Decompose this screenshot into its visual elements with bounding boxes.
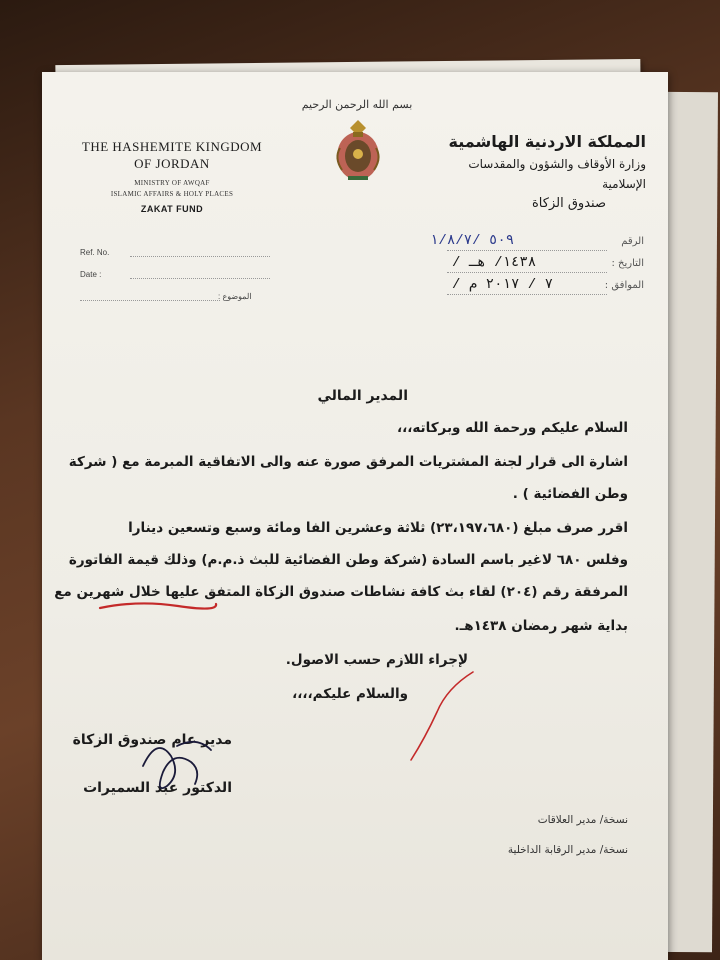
- signatory-name: الدكتور عبد السميرات: [83, 780, 232, 796]
- signatory-title: مدير عام صندوق الزكاة: [72, 732, 232, 748]
- letterhead-ministry-line: MINISTRY OF AWQAF: [134, 179, 210, 187]
- addressee: المدير المالي: [317, 388, 408, 404]
- english-letterhead: [72, 138, 272, 214]
- copy-line-relations: نسخة/ مدير العلاقات: [537, 814, 628, 826]
- date-arabic-label: التاريخ :: [611, 258, 644, 269]
- arabic-kingdom-line: المملكة الاردنية الهاشمية: [448, 132, 646, 151]
- hijri-date-line: [447, 272, 607, 273]
- basmala-text: بسم الله الرحمن الرحيم: [301, 98, 413, 111]
- subject-label: الموضوع :: [218, 292, 252, 301]
- paragraph2-line1: اقرر صرف مبلغ (٢٣،١٩٧،٦٨٠) ثلاثة وعشرين الفا ومائة وسبع وتسعين دينارا: [128, 520, 628, 536]
- arabic-zakat-fund: صندوق الزكاة: [532, 196, 606, 211]
- corresponding-label: الموافق :: [604, 280, 644, 291]
- gregorian-date-line: [447, 294, 607, 295]
- greeting-line: السلام عليكم ورحمة الله وبركاته،،،: [396, 420, 628, 436]
- letter-page: [42, 72, 668, 960]
- red-underline-mark: [98, 596, 218, 616]
- paragraph1-line2: وطن الفضائية ) .: [512, 486, 628, 502]
- action-line: لإجراء اللازم حسب الاصول.: [285, 652, 468, 668]
- date-line: [130, 278, 270, 279]
- coat-of-arms-emblem: [332, 118, 384, 184]
- copy-line-internal-audit: نسخة/ مدير الرقابة الداخلية: [507, 844, 628, 856]
- ref-no-label: Ref. No.: [80, 248, 110, 257]
- red-pen-checkmark: [397, 668, 477, 764]
- subject-line: [80, 300, 220, 301]
- letterhead-kingdom-line: THE HASHEMITE KINGDOM: [81, 139, 263, 154]
- number-label: الرقم: [621, 236, 644, 247]
- letterhead-jordan-line: OF JORDAN: [134, 156, 210, 171]
- ref-no-line: [130, 256, 270, 257]
- number-value: ٥٠٩ /١/٨/٧: [430, 233, 515, 249]
- letterhead-zakat-fund: ZAKAT FUND: [140, 204, 204, 214]
- paragraph1-line1: اشارة الى قرار لجنة المشتريات المرفق صورة عنه والى الاتفاقية المبرمة مع ( شركة: [68, 454, 628, 470]
- letterhead-affairs-line: ISLAMIC AFFAIRS & HOLY PLACES: [110, 190, 234, 198]
- paragraph2-line3: المرفقة رقم (٢٠٤) لقاء بث كافة نشاطات صندوق الزكاة المتفق عليها خلال شهرين مع: [54, 584, 628, 600]
- gregorian-date-value: / ٧ / ٢٠١٧ م: [452, 277, 554, 293]
- signature-scribble: [137, 726, 217, 796]
- arabic-letterhead: [436, 130, 646, 214]
- paragraph2-line4: بداية شهر رمضان ١٤٣٨هـ.: [454, 618, 628, 634]
- paragraph2-line2: وفلس ٦٨٠ لاغير باسم السادة (شركة وطن الفضائية للبث ذ.م.م) وذلك قيمة الفاتورة: [68, 552, 628, 568]
- number-line: [447, 250, 607, 251]
- closing-line: والسلام عليكم،،،،: [292, 686, 408, 702]
- hijri-date-value: / ١٤٣٨/ هـ: [452, 255, 537, 271]
- arabic-ministry-line: وزارة الأوقاف والشؤون والمقدسات الإسلامية: [468, 157, 646, 191]
- date-label: Date :: [80, 270, 102, 279]
